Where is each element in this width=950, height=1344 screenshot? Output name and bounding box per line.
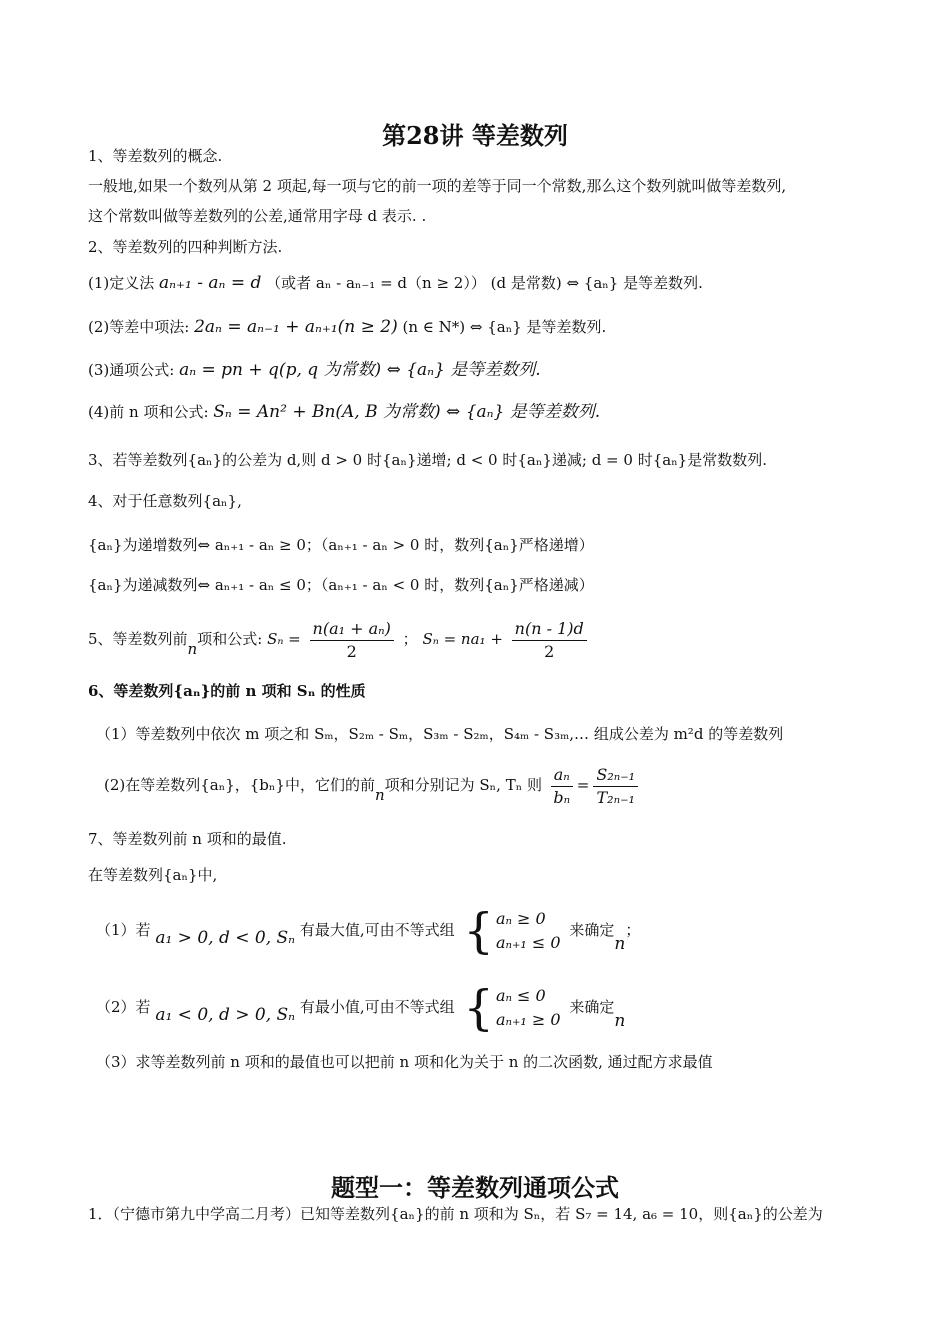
sum-formula-2	[512, 618, 587, 663]
extremum-case-2	[96, 977, 625, 1037]
section7-heading: 7、等差数列前 n 项和的最值.	[88, 830, 287, 848]
case-1-inequality-system	[463, 903, 561, 959]
method-2-formula: 2aₙ = aₙ₋₁ + aₙ₊₁(n ≥ 2)	[194, 317, 398, 337]
section6-heading: 6、等差数列{aₙ}的前 n 项和 Sₙ 的性质	[88, 682, 366, 700]
case-1-prefix: （1）若	[96, 921, 151, 939]
section-title-type-1: 题型一：等差数列通项公式	[331, 1173, 619, 1202]
section1-paragraph-2: 这个常数叫做等差数列的公差,通常用字母 d 表示. .	[88, 207, 427, 225]
left-brace-icon: {	[463, 980, 494, 1036]
property-1: （1）等差数列中依次 m 项之和 Sₘ，S₂ₘ - Sₘ，S₃ₘ - S₂ₘ，S₄ₘ - S₃ₘ,… 组成公差为 m²d 的等差数列	[96, 725, 784, 743]
case-2-suffix: 来确定	[569, 998, 615, 1016]
section1-heading: 1、等差数列的概念.	[88, 147, 223, 165]
sum-formula-1	[310, 618, 394, 663]
left-brace-icon: {	[463, 903, 494, 959]
extremum-case-1	[96, 900, 640, 960]
page-title: 第28讲 等差数列	[382, 121, 568, 150]
section2-heading: 2、等差数列的四种判断方法.	[88, 238, 283, 256]
section3-monotonicity: 3、若等差数列{aₙ}的公差为 d,则 d > 0 时{aₙ}递增; d < 0 时{aₙ}递减; d = 0 时{aₙ}是常数数列.	[88, 451, 767, 469]
extremum-case-3: （3）求等差数列前 n 项和的最值也可以把前 n 项和化为关于 n 的二次函数, 通过配方求最值	[96, 1053, 713, 1071]
section5-label-n: n	[187, 640, 198, 658]
question-1: 1．（宁德市第九中学高二月考）已知等差数列{aₙ}的前 n 项和为 Sₙ，若 S₇ = 14, a₆ = 10，则{aₙ}的公差为	[88, 1205, 823, 1223]
method-2-label: (2)等差中项法:	[88, 318, 190, 336]
property-2-left-denominator: bₙ	[553, 787, 571, 807]
method-3-label: (3)通项公式:	[88, 361, 175, 379]
method-4-formula: Sₙ = An² + Bn(A, B 为常数) ⇔ {aₙ} 是等差数列.	[213, 402, 601, 422]
case-2-n: n	[614, 1011, 626, 1031]
property-2-text-b: 项和分别记为 Sₙ, Tₙ 则	[384, 776, 542, 794]
decreasing-condition: {aₙ}为递减数列⇔ aₙ₊₁ - aₙ ≤ 0；（aₙ₊₁ - aₙ < 0 时，数列{aₙ}严格递减）	[88, 576, 594, 594]
method-1-label: (1)定义法	[88, 274, 155, 292]
method-general-term	[88, 360, 541, 380]
method-1-end: (d 是常数) ⇔ {aₙ} 是等差数列.	[490, 274, 703, 292]
method-sum-formula	[88, 402, 600, 422]
sum-formula-2-denominator: 2	[544, 641, 555, 661]
case-2-inequality-1: aₙ ≤ 0	[495, 986, 546, 1005]
property-2-right-denominator: T₂ₙ₋₁	[596, 787, 635, 807]
section1-paragraph-1: 一般地,如果一个数列从第 2 项起,每一项与它的前一项的差等于同一个常数,那么这个数列就叫做等差数列,	[88, 177, 787, 195]
case-1-condition: a₁ > 0, d < 0, Sₙ	[155, 928, 296, 948]
section5-sum-formulas	[88, 614, 591, 664]
case-1-inequality-1: aₙ ≥ 0	[495, 909, 546, 928]
property-2-equals: =	[576, 776, 590, 794]
method-3-formula: aₙ = pn + q(p, q 为常数) ⇔ {aₙ} 是等差数列.	[179, 360, 541, 380]
property-2	[104, 760, 642, 810]
sum-formula-1-numerator: n(a₁ + aₙ)	[310, 618, 394, 641]
sum-separator: ；	[402, 630, 418, 648]
case-1-inequality-2: aₙ₊₁ ≤ 0	[495, 933, 561, 952]
method-4-label: (4)前 n 项和公式:	[88, 403, 209, 421]
sum-lhs-1: Sₙ =	[267, 630, 301, 648]
property-2-ratio-right	[593, 764, 638, 809]
case-2-condition: a₁ < 0, d > 0, Sₙ	[155, 1005, 296, 1025]
case-2-inequality-2: aₙ₊₁ ≥ 0	[495, 1010, 561, 1029]
sum-formula-2-numerator: n(n - 1)d	[512, 618, 587, 641]
case-1-suffix: 来确定	[569, 921, 615, 939]
section5-label-a: 5、等差数列前	[88, 630, 188, 648]
method-1-alt: （或者 aₙ - aₙ₋₁ = d（n ≥ 2））	[266, 274, 486, 292]
increasing-condition: {aₙ}为递增数列⇔ aₙ₊₁ - aₙ ≥ 0；（aₙ₊₁ - aₙ > 0 时，数列{aₙ}严格递增）	[88, 536, 594, 554]
section4-heading: 4、对于任意数列{aₙ},	[88, 492, 242, 510]
section5-label-b: 项和公式:	[197, 630, 263, 648]
case-1-end: ；	[625, 921, 641, 939]
case-1-text: 有最大值,可由不等式组	[299, 921, 455, 939]
method-2-end: (n ∈ N*) ⇔ {aₙ} 是等差数列.	[402, 318, 607, 336]
method-1-formula: aₙ₊₁ - aₙ = d	[159, 273, 262, 293]
case-2-prefix: （2）若	[96, 998, 151, 1016]
property-2-left-numerator: aₙ	[551, 764, 573, 787]
sum-formula-1-denominator: 2	[346, 641, 357, 661]
section7-intro: 在等差数列{aₙ}中,	[88, 866, 218, 884]
method-definition	[88, 273, 703, 293]
method-middle-term	[88, 317, 606, 337]
case-2-inequality-system	[463, 980, 561, 1036]
property-2-right-numerator: S₂ₙ₋₁	[593, 764, 638, 787]
property-2-n: n	[374, 786, 385, 804]
case-2-text: 有最小值,可由不等式组	[299, 998, 455, 1016]
property-2-ratio-left	[551, 764, 573, 809]
property-2-text-a: (2)在等差数列{aₙ}，{bₙ}中，它们的前	[104, 776, 375, 794]
sum-lhs-2: Sₙ = na₁ +	[422, 630, 503, 648]
case-1-n: n	[614, 934, 626, 954]
